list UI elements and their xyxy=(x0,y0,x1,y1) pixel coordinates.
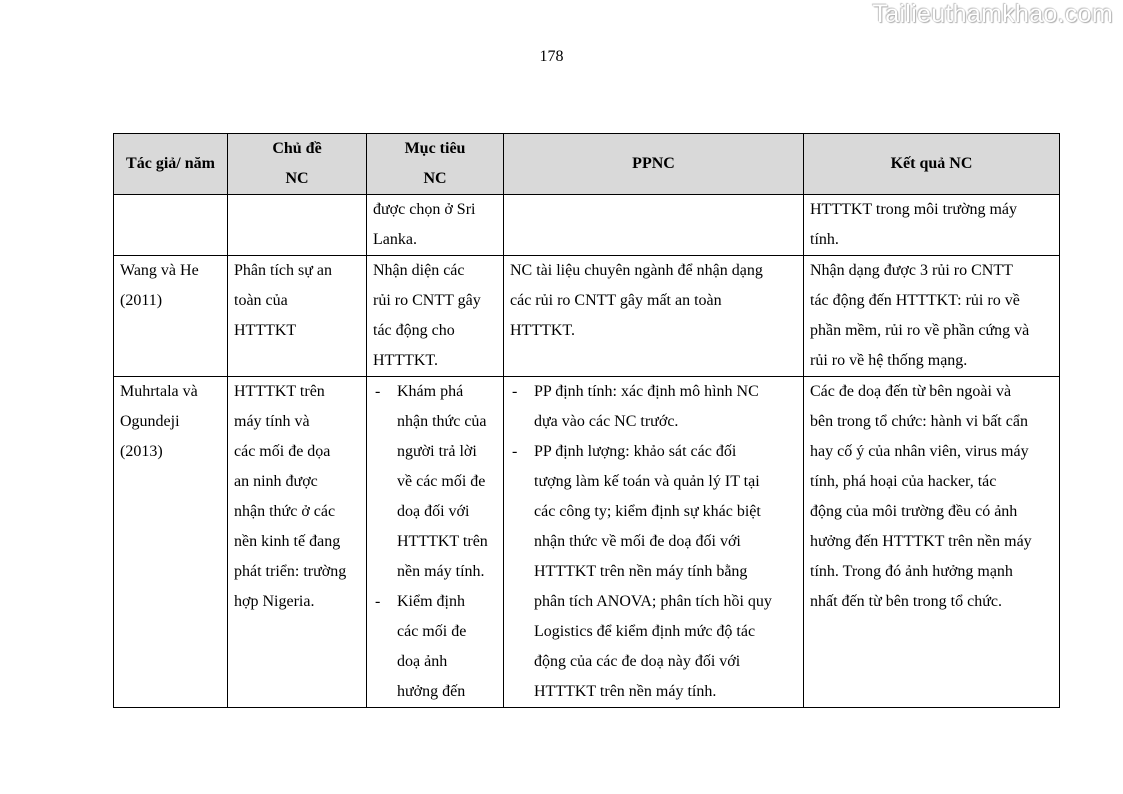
cell-line: (2011) xyxy=(120,292,163,309)
cell-author xyxy=(114,195,228,256)
cell-line: nhận thức của xyxy=(397,413,487,430)
cell-result xyxy=(804,256,1060,377)
cell-topic xyxy=(228,377,367,708)
table-header-row xyxy=(114,134,1060,195)
cell-line: rủi ro về hệ thống mạng. xyxy=(810,352,968,369)
cell-line: tính, phá hoại của hacker, tác xyxy=(810,473,997,490)
header-line: NC xyxy=(423,170,447,187)
cell-line: tác động cho xyxy=(373,322,455,339)
cell-line: hợp Nigeria. xyxy=(234,593,315,610)
cell-line: HTTTKT. xyxy=(373,352,439,369)
cell-line: nền kinh tế đang xyxy=(234,533,341,550)
cell-line: HTTTKT trên xyxy=(397,533,488,550)
list-item xyxy=(373,377,497,587)
cell-line: hưởng đến xyxy=(397,683,466,700)
cell-topic xyxy=(228,195,367,256)
cell-line: động của môi trường đều có ảnh xyxy=(810,503,1018,520)
cell-result xyxy=(804,195,1060,256)
cell-line: các công ty; kiểm định sự khác biệt xyxy=(534,503,761,520)
cell-result xyxy=(804,377,1060,708)
cell-line: người trả lời xyxy=(397,443,477,460)
header-topic xyxy=(228,134,367,195)
cell-objective xyxy=(367,256,504,377)
cell-line: Lanka. xyxy=(373,231,417,248)
cell-line: Nhận diện các xyxy=(373,262,465,279)
cell-line: phần mềm, rủi ro về phần cứng và xyxy=(810,322,1030,339)
literature-review-table xyxy=(113,133,1060,708)
cell-line: nhận thức về mối đe doạ đối với xyxy=(534,533,741,550)
cell-objective xyxy=(367,377,504,708)
cell-line: an ninh được xyxy=(234,473,318,490)
list-item xyxy=(510,437,797,707)
cell-line: Logistics để kiểm định mức độ tác xyxy=(534,623,756,640)
cell-line: Nhận dạng được 3 rủi ro CNTT xyxy=(810,262,1013,279)
cell-topic xyxy=(228,256,367,377)
cell-line: HTTTKT trong môi trường máy xyxy=(810,201,1018,218)
watermark-text: Tailieuthamkhao.com xyxy=(872,0,1113,28)
header-line: Kết quả NC xyxy=(890,155,973,172)
cell-line: hưởng đến HTTTKT trên nền máy xyxy=(810,533,1032,550)
cell-line: Các đe doạ đến từ bên ngoài và xyxy=(810,383,1012,400)
cell-line: HTTTKT trên nền máy tính. xyxy=(534,683,717,700)
cell-line: rủi ro CNTT gây xyxy=(373,292,481,309)
method-list xyxy=(510,377,797,707)
cell-line: HTTTKT xyxy=(234,322,297,339)
header-author-year xyxy=(114,134,228,195)
header-line: NC xyxy=(285,170,309,187)
cell-line: phân tích ANOVA; phân tích hồi quy xyxy=(534,593,772,610)
cell-line: - PP định lượng: khảo sát các đối xyxy=(534,443,737,460)
page-number: 178 xyxy=(539,48,564,65)
cell-line: HTTTKT. xyxy=(510,322,576,339)
cell-line: Ogundeji xyxy=(120,413,180,430)
cell-line: về các mối đe xyxy=(397,473,486,490)
cell-line: - Khám phá xyxy=(397,383,464,400)
cell-line: (2013) xyxy=(120,443,163,460)
cell-line: Phân tích sự an xyxy=(234,262,332,279)
cell-line: nhận thức ở các xyxy=(234,503,336,520)
cell-line: các mối đe xyxy=(397,623,467,640)
cell-line: máy tính và xyxy=(234,413,310,430)
cell-line: phát triển: trường xyxy=(234,563,347,580)
cell-method xyxy=(504,195,804,256)
cell-line: doạ ảnh xyxy=(397,653,448,670)
cell-line: động của các đe doạ này đối với xyxy=(534,653,741,670)
header-result xyxy=(804,134,1060,195)
header-line: PPNC xyxy=(632,155,675,172)
cell-line: - Kiểm định xyxy=(397,593,465,610)
cell-line: dựa vào các NC trước. xyxy=(534,413,679,430)
cell-line: toàn của xyxy=(234,292,288,309)
cell-line: các rủi ro CNTT gây mất an toàn xyxy=(510,292,722,309)
cell-line: - PP định tính: xác định mô hình NC xyxy=(534,383,759,400)
table-row xyxy=(114,377,1060,708)
objective-list xyxy=(373,377,497,707)
table-row xyxy=(114,195,1060,256)
cell-line: nền máy tính. xyxy=(397,563,485,580)
cell-method xyxy=(504,256,804,377)
cell-line: tượng làm kế toán và quản lý IT tại xyxy=(534,473,760,490)
cell-line: tính. xyxy=(810,231,839,248)
cell-line: doạ đối với xyxy=(397,503,470,520)
cell-line: HTTTKT trên xyxy=(234,383,325,400)
cell-line: được chọn ở Sri xyxy=(373,201,476,218)
table-row xyxy=(114,256,1060,377)
list-item xyxy=(510,377,797,437)
cell-line: Muhrtala và xyxy=(120,383,198,400)
cell-objective xyxy=(367,195,504,256)
cell-line: bên trong tổ chức: hành vi bất cẩn xyxy=(810,413,1028,430)
cell-line: NC tài liệu chuyên ngành để nhận dạng xyxy=(510,262,763,279)
header-method xyxy=(504,134,804,195)
cell-line: tính. Trong đó ảnh hưởng mạnh xyxy=(810,563,1013,580)
cell-author xyxy=(114,256,228,377)
list-item xyxy=(373,587,497,707)
cell-line: Wang và He xyxy=(120,262,199,279)
header-line: Mục tiêu xyxy=(404,140,466,157)
cell-line: các mối đe dọa xyxy=(234,443,331,460)
cell-author xyxy=(114,377,228,708)
cell-line: nhất đến từ bên trong tổ chức. xyxy=(810,593,1002,610)
header-line: Chủ đề xyxy=(272,140,322,157)
header-objective xyxy=(367,134,504,195)
cell-line: hay cố ý của nhân viên, virus máy xyxy=(810,443,1029,460)
cell-method xyxy=(504,377,804,708)
cell-line: HTTTKT trên nền máy tính bằng xyxy=(534,563,748,580)
header-line: Tác giả/ năm xyxy=(126,155,215,172)
cell-line: tác động đến HTTTKT: rủi ro về xyxy=(810,292,1020,309)
